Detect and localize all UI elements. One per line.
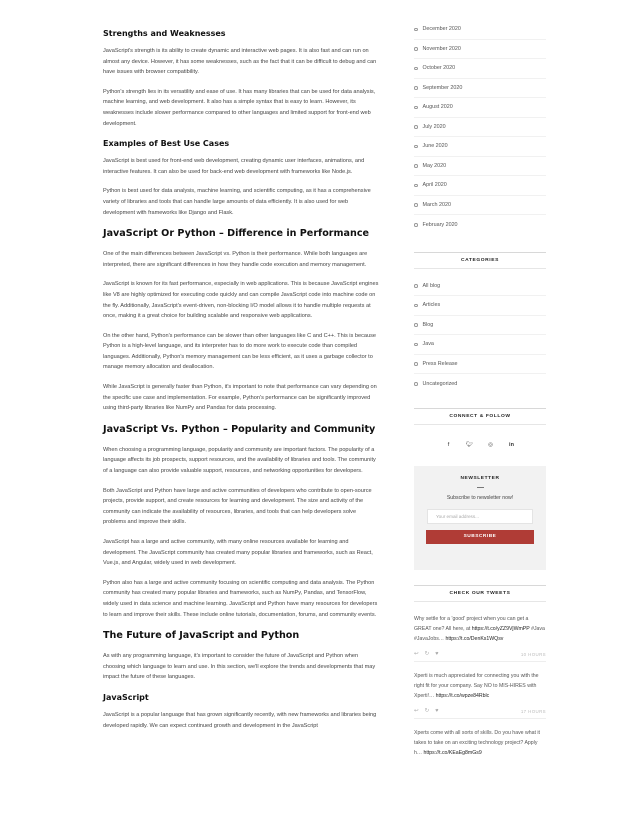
tweet-link[interactable]: https://t.co/DenKs1WQsv <box>445 635 504 642</box>
category-link[interactable] <box>414 374 546 394</box>
circle-bullet-icon <box>414 28 418 32</box>
tweets-title: CHECK OUR TWEETS <box>414 585 546 602</box>
archive-label: July 2020 <box>422 123 446 130</box>
newsletter-widget <box>414 466 546 570</box>
circle-bullet-icon <box>414 47 418 51</box>
paragraph: JavaScript's strength is its ability to create dynamic and interactive web pages. It is also fast and can run on almost any device. However, it has some weaknesses, such as the fact that it can be difficult to debug and can have issues with browser compatibility. <box>103 48 377 76</box>
category-link[interactable] <box>414 316 546 336</box>
archive-link[interactable] <box>414 137 546 157</box>
heading-examples: Examples of Best Use Cases <box>103 139 230 149</box>
circle-bullet-icon <box>414 145 418 149</box>
paragraph: One of the main differences between JavaScript vs. Python is their performance. While both languages are interpreted, there are significant differences in how they handle code execution and memory management. <box>103 251 368 268</box>
article-body <box>103 20 379 740</box>
tweet-actions <box>414 707 546 719</box>
subscribe-button[interactable]: SUBSCRIBE <box>426 530 534 544</box>
category-label: All blog <box>422 282 441 289</box>
archive-label: June 2020 <box>422 143 448 150</box>
archive-link[interactable] <box>414 59 546 79</box>
heading-future: The Future of JavaScript and Python <box>103 630 300 642</box>
paragraph: Python is best used for data analysis, machine learning, and scientific computing, as it has a comprehensive variety of libraries and tools that can handle large amounts of data efficiently. It is also used for web development with frameworks like Django and Flask. <box>103 188 371 216</box>
circle-bullet-icon <box>414 382 418 386</box>
circle-bullet-icon <box>414 164 418 168</box>
paragraph: JavaScript is a popular language that has grown significantly recently, with new frameworks and libraries being developed rapidly. We can expect continued growth and development in the JavaScript <box>103 711 377 729</box>
circle-bullet-icon <box>414 323 418 327</box>
paragraph: JavaScript has a large and active community, with many online resources available for learning and development. The JavaScript community has created many popular libraries and frameworks, such as React, Vue.js, and Angular, widely used in web development. <box>103 539 373 567</box>
archive-link[interactable] <box>414 215 546 235</box>
linkedin-icon[interactable]: in <box>509 441 514 448</box>
category-link[interactable] <box>414 277 546 297</box>
circle-bullet-icon <box>414 304 418 308</box>
retweet-icon[interactable]: ↻ <box>424 708 430 714</box>
archive-link[interactable] <box>414 118 546 138</box>
heading-performance: JavaScript Or Python – Difference in Performance <box>103 228 370 240</box>
categories-list <box>414 277 546 394</box>
heading-popularity: JavaScript Vs. Python – Popularity and Community <box>103 423 376 435</box>
category-label: Blog <box>422 321 434 328</box>
archive-label: May 2020 <box>422 162 447 169</box>
paragraph: As with any programming language, it's important to consider the future of JavaScript and Python when choosing which language to learn and use. In this section, we'll explore the trends and developments that may impact the future of these languages. <box>103 653 376 681</box>
tweet-link[interactable]: https://t.co/wpze84Rblc <box>435 692 490 699</box>
tweet-time: 17 HOURS <box>520 708 546 714</box>
archive-label: October 2020 <box>422 65 456 72</box>
reply-icon[interactable]: ↩ <box>414 708 419 714</box>
archive-link[interactable] <box>414 20 546 40</box>
tweet <box>414 728 546 758</box>
tweet <box>414 614 546 662</box>
social-links <box>414 439 546 451</box>
heading-javascript: JavaScript <box>103 692 149 702</box>
paragraph: Python's strength lies in its versatility and ease of use. It has many libraries that can be used for data analysis, machine learning, and web development. It also has a simple syntax that is easy to learn. However, its weaknesses include slower performance compared to other languages and limited support for front-end web development. <box>103 88 376 127</box>
tweet-link[interactable]: https://t.co/yZZ9VjWmPP <box>471 625 530 632</box>
tweet-text: Why settle for a 'good' project when you can get a GREAT one? All here, at https://t.co/yZZ9VjWmPP #Java #JavaJobs… https://t.co/DenKs1WQsv <box>414 615 545 642</box>
circle-bullet-icon <box>414 125 418 129</box>
connect-follow-title: CONNECT & FOLLOW <box>414 408 546 425</box>
heading-strengths: Strengths and Weaknesses <box>103 29 226 38</box>
category-link[interactable] <box>414 355 546 375</box>
archive-link[interactable] <box>414 196 546 216</box>
category-label: Press Release <box>422 360 458 367</box>
circle-bullet-icon <box>414 362 418 366</box>
category-label: Java <box>422 341 434 348</box>
paragraph: JavaScript is known for its fast performance, especially in web applications. This is because JavaScript engines like V8 are highly optimized for executing code quickly and can compile JavaScript code into machine code on the fly. Additionally, JavaScript's event-driven, non-blocking I/O model allows it to handle multiple requests at once, making it a great choice for building scalable and responsive web applications. <box>103 281 379 320</box>
twitter-icon[interactable]: 🐦︎ <box>466 441 473 448</box>
paragraph: On the other hand, Python's performance can be slower than other languages like C and C++. This is because Python is a high-level language, and its interpreter has to do more work to execute code than compiled languages. Additionally, Python's memory management can be less efficient, as it uses a garbage collector to manage memory allocation and deallocation. <box>103 332 377 371</box>
categories-title: CATEGORIES <box>414 252 546 269</box>
paragraph: Python also has a large and active community focusing on scientific computing and data analysis. The Python community has created many popular libraries and frameworks, such as NumPy, Pandas, and TensorFlow, widely used in data science and machine learning. JavaScript and Python have many resources for developers to learn and improve their skills. These include online tutorials, documentation, forums, and community events. <box>103 579 378 618</box>
circle-bullet-icon <box>414 203 418 207</box>
heart-icon[interactable]: ♥ <box>435 651 439 657</box>
retweet-icon[interactable]: ↻ <box>424 651 430 657</box>
tweet-text: Xperts come with all sorts of skills. Do you have what it takes to take on an exciting technology project? Apply h… https://t.co/KEaEg8mGs9 <box>414 729 540 756</box>
instagram-icon[interactable]: ◎ <box>488 441 493 448</box>
heart-icon[interactable]: ♥ <box>435 708 439 714</box>
facebook-icon[interactable]: f <box>447 441 450 448</box>
circle-bullet-icon <box>414 67 418 71</box>
archive-link[interactable] <box>414 157 546 177</box>
paragraph: Both JavaScript and Python have large and active communities of developers who contribute to open-source projects, provide support, and create resources for learning and development. The size and activity of the community can indicate the availability of resources, libraries, and tools that can help developers solve problems and improve their skills. <box>103 487 372 526</box>
tweet <box>414 671 546 719</box>
category-link[interactable] <box>414 296 546 316</box>
archive-label: April 2020 <box>422 182 447 189</box>
circle-bullet-icon <box>414 86 418 90</box>
archive-link[interactable] <box>414 98 546 118</box>
category-label: Articles <box>422 302 441 309</box>
paragraph: When choosing a programming language, popularity and community are important factors. The popularity of a language affects its job prospects, support resources, and the availability of libraries and tools. The community of a language can also provide valuable support, resources, and networking opportunities for developers. <box>103 446 376 475</box>
circle-bullet-icon <box>414 343 418 347</box>
email-field[interactable]: Your email address... <box>427 509 533 524</box>
archive-label: August 2020 <box>422 104 453 111</box>
circle-bullet-icon <box>414 284 418 288</box>
archive-link[interactable] <box>414 79 546 99</box>
archive-label: March 2020 <box>422 201 451 208</box>
archive-link[interactable] <box>414 176 546 196</box>
newsletter-text: Subscribe to newsletter now! <box>446 494 514 501</box>
archive-label: December 2020 <box>422 26 461 33</box>
paragraph: JavaScript is best used for front-end web development, creating dynamic user interfaces, animations, and interactive features. It can also be used for back-end web development with frameworks like Node.js. <box>103 158 365 175</box>
circle-bullet-icon <box>414 106 418 110</box>
category-label: Uncategorized <box>422 380 458 387</box>
tweet-list <box>414 614 546 758</box>
tweet-text: Xperti is much appreciated for connecting you with the right fit for your company. Say NO to MIS-HIRES with Xperti!… https://t.co/wpze84Rblc <box>414 672 539 699</box>
tweet-link[interactable]: https://t.co/KEaEg8mGs9 <box>423 749 482 756</box>
reply-icon[interactable]: ↩ <box>414 651 419 657</box>
tweet-time: 10 HOURS <box>520 651 546 657</box>
archive-link[interactable] <box>414 40 546 60</box>
divider <box>477 487 484 488</box>
category-link[interactable] <box>414 335 546 355</box>
archives-list <box>414 20 546 235</box>
circle-bullet-icon <box>414 223 418 227</box>
circle-bullet-icon <box>414 184 418 188</box>
paragraph: While JavaScript is generally faster than Python, it's important to note that performance can vary depending on the specific use case and implementation. For example, Python's performance can be significantly improved using third-party libraries like NumPy and Pandas for data processing. <box>103 384 377 412</box>
sidebar <box>414 20 546 758</box>
tweet-actions <box>414 650 546 662</box>
archive-label: February 2020 <box>422 221 458 228</box>
archive-label: November 2020 <box>422 45 461 52</box>
archive-label: September 2020 <box>422 84 463 91</box>
newsletter-title: NEWSLETTER <box>460 475 500 481</box>
